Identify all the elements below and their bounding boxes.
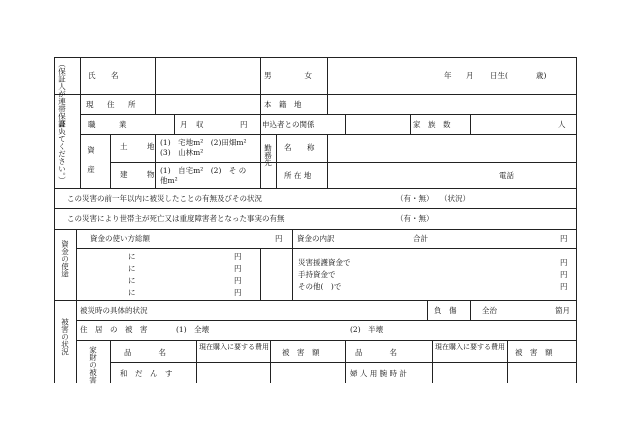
job-label: 職 業 xyxy=(88,120,135,129)
household-damage-label: 家財の被害 xyxy=(88,346,98,384)
workplace-addr-label: 所 在 地 xyxy=(284,171,312,180)
income-unit: 円 xyxy=(240,120,248,129)
damage-detail-field[interactable] xyxy=(200,301,426,319)
rule xyxy=(292,229,293,300)
source-label: その他( )で xyxy=(298,282,342,291)
land-label: 土 地 xyxy=(120,142,161,151)
item-row-left: 和 だ ん す xyxy=(120,369,173,378)
guarantor-note: 書いてください。） xyxy=(57,120,67,184)
domicile-field[interactable] xyxy=(328,95,575,113)
rule xyxy=(76,320,576,321)
usage-row-ni: に xyxy=(128,252,136,261)
col-item-header: 品 名 xyxy=(355,348,401,357)
col-cost-header: 現在購入に要する費用 xyxy=(435,343,505,351)
breakdown-total-label: 合計 xyxy=(413,234,428,243)
rule xyxy=(260,57,261,188)
dob-day: 日生( xyxy=(490,71,508,80)
family-label: 家 族 数 xyxy=(413,120,451,129)
source-unit: 円 xyxy=(560,258,568,267)
relation-field[interactable] xyxy=(346,115,409,133)
rule xyxy=(54,57,55,383)
usage-row-ni: に xyxy=(128,264,136,273)
workplace-addr-field[interactable] xyxy=(328,163,575,187)
rule xyxy=(345,340,346,383)
rule xyxy=(432,340,433,383)
land-line1: (1) 宅地m² (2)田畑m² xyxy=(160,138,247,147)
relation-label: 申込者との関係 xyxy=(262,120,315,129)
usage-total-unit: 円 xyxy=(275,234,283,243)
rule xyxy=(76,340,576,341)
source-label: 災害援護資金で xyxy=(298,258,351,267)
name-field[interactable] xyxy=(156,58,259,93)
rule xyxy=(110,340,111,383)
rule xyxy=(276,134,277,188)
col-cost-header: 現在購入に要する費用 xyxy=(199,343,269,351)
phone-label: 電話 xyxy=(499,171,514,180)
recovery-label: 全治 xyxy=(482,306,497,315)
rule xyxy=(54,229,576,230)
prior-disaster-state: （状況） xyxy=(440,194,470,203)
dob-month: 月 xyxy=(466,71,474,80)
injury-label: 負 傷 xyxy=(434,306,457,315)
name-label: 氏 名 xyxy=(88,71,123,80)
question-head-death: この災害により世帯主が死亡又は重度障害者となった事実の有無 xyxy=(67,214,285,223)
damage-section-label: 被害の状況 xyxy=(60,318,70,356)
breakdown-total-unit: 円 xyxy=(560,234,568,243)
col-damage-header: 被 害 額 xyxy=(282,348,320,357)
dob-year: 年 xyxy=(444,71,452,80)
family-unit: 人 xyxy=(558,120,566,129)
rule xyxy=(576,57,577,383)
dob-field[interactable] xyxy=(328,58,575,93)
breakdown-label: 資金の内訳 xyxy=(297,234,335,243)
rule xyxy=(410,114,411,134)
rule xyxy=(110,162,260,163)
workplace-name-field[interactable] xyxy=(328,135,575,161)
usage-row-unit: 円 xyxy=(234,264,242,273)
usage-row-ni: に xyxy=(128,276,136,285)
income-month: 月 xyxy=(180,120,188,129)
building-line1: (1) 自宅m² (2) そ の xyxy=(160,166,247,175)
usage-row-unit: 円 xyxy=(234,252,242,261)
workplace-name-label: 名 称 xyxy=(284,143,319,152)
question-prior-disaster: この災害の前一年以内に被災したことの有無及びその状況 xyxy=(67,194,262,203)
prior-disaster-answer[interactable]: （有・無） xyxy=(396,194,434,203)
source-unit: 円 xyxy=(560,270,568,279)
head-death-answer[interactable]: （有・無） xyxy=(396,214,434,223)
house-damage-label: 住 居 の 被 害 xyxy=(80,325,148,334)
rule xyxy=(80,57,81,188)
assets-label: 資産 xyxy=(86,146,96,185)
income-label: 収 xyxy=(196,120,204,129)
job-field[interactable] xyxy=(111,115,173,133)
building-label: 建 物 xyxy=(120,170,161,179)
gender-label: 男 女 xyxy=(264,71,318,80)
rule xyxy=(260,248,261,300)
workplace-label: 勤務先 xyxy=(263,144,273,167)
house-damage-option[interactable]: (1) 全壊 xyxy=(176,325,210,334)
col-item-header: 品 名 xyxy=(124,348,170,357)
rule xyxy=(174,114,175,134)
rule xyxy=(507,340,508,383)
rule xyxy=(54,208,576,209)
usage-row-unit: 円 xyxy=(234,288,242,297)
address-label: 現 住 所 xyxy=(86,100,139,109)
land-line2: (3) 山林m² xyxy=(160,148,204,157)
col-damage-header: 被 害 額 xyxy=(515,348,553,357)
rule xyxy=(76,248,576,249)
rule xyxy=(470,300,471,320)
source-label: 手持資金で xyxy=(298,270,336,279)
address-field[interactable] xyxy=(156,95,259,113)
usage-total-label: 資金の使い方総額 xyxy=(90,234,150,243)
guarantor-section-label: （保証人が連帯保証人 xyxy=(57,60,67,135)
family-field[interactable] xyxy=(471,115,551,133)
funds-section-label: 資金の使途 xyxy=(60,240,70,278)
source-unit: 円 xyxy=(560,282,568,291)
rule xyxy=(54,188,576,189)
rule xyxy=(196,340,197,383)
dob-age: 歳) xyxy=(536,71,547,80)
damage-detail-label: 被災時の具体的状況 xyxy=(80,306,148,315)
house-damage-option[interactable]: (2) 半壊 xyxy=(350,325,384,334)
building-line2: 他m² xyxy=(160,176,178,185)
rule xyxy=(270,340,271,383)
rule xyxy=(76,229,77,383)
usage-row-unit: 円 xyxy=(234,276,242,285)
item-row-right: 婦 人 用 腕 時 計 xyxy=(350,369,407,378)
usage-row-ni: に xyxy=(128,288,136,297)
rule xyxy=(110,134,111,188)
rule xyxy=(427,300,428,320)
domicile-label: 本 籍 地 xyxy=(264,100,302,109)
recovery-unit: 箇月 xyxy=(555,306,570,315)
